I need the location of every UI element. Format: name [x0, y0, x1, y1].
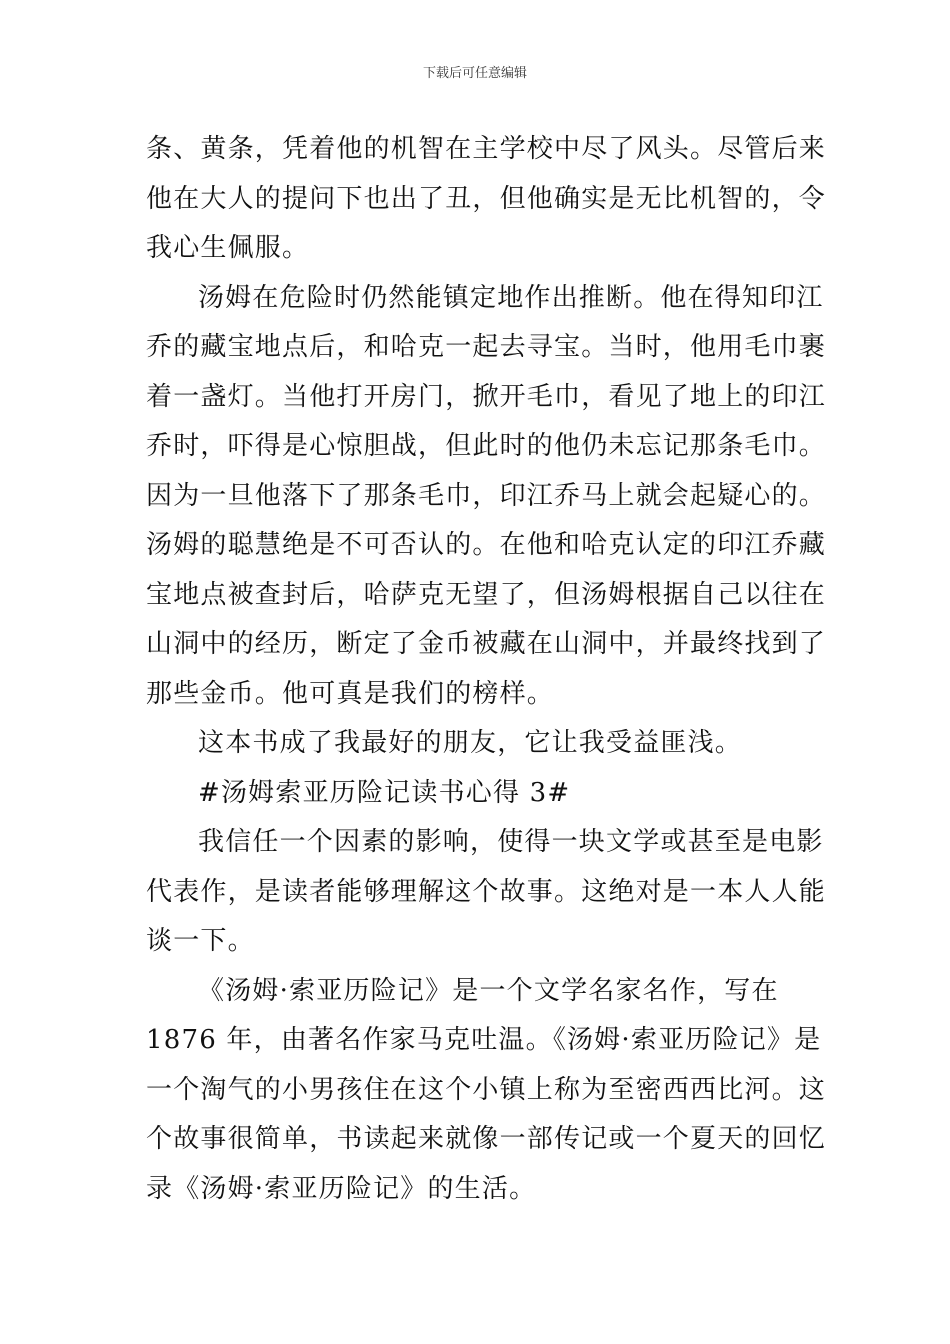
text-line: 我信任一个因素的影响，使得一块文学或甚至是电影: [198, 827, 824, 857]
document-body: [146, 125, 827, 1214]
text-line: 乔时，吓得是心惊胆战，但此时的他仍未忘记那条毛巾。: [146, 431, 827, 461]
page-header: 下载后可任意编辑: [422, 66, 527, 81]
text-line: 《汤姆·索亚历险记》是一个文学名家名作，写在: [198, 975, 779, 1006]
text-line: 山洞中的经历，断定了金币被藏在山洞中，并最终找到了: [146, 629, 827, 659]
text-line: 宝地点被查封后，哈萨克无望了，但汤姆根据自己以往在: [146, 579, 827, 610]
text-line: 那些金币。他可真是我们的榜样。: [146, 678, 555, 709]
text-line: 乔的藏宝地点后，和哈克一起去寻宝。当时，他用毛巾裹: [146, 332, 827, 362]
text-line: 1876 年，由著名作家马克吐温。《汤姆·索亚历险记》是: [146, 1025, 822, 1055]
text-line: 一个淘气的小男孩住在这个小镇上称为至密西西比河。这: [146, 1074, 827, 1105]
text-line: 个故事很简单，书读起来就像一部传记或一个夏天的回忆: [146, 1124, 827, 1154]
paragraph: [146, 967, 827, 1215]
paragraph: [146, 769, 810, 819]
text-line: 录《汤姆·索亚历险记》的生活。: [146, 1173, 537, 1204]
text-line: 代表作，是读者能够理解这个故事。这绝对是一本人人能: [146, 876, 827, 907]
text-line: #汤姆索亚历险记读书心得 3#: [198, 777, 571, 808]
text-line: 谈一下。: [146, 926, 255, 956]
text-line: 这本书成了我最好的朋友，它让我受益匪浅。: [198, 728, 743, 758]
paragraph: [146, 719, 810, 769]
text-line: 我心生佩服。: [146, 233, 310, 263]
text-line: 汤姆在危险时仍然能镇定地作出推断。他在得知印江: [198, 282, 824, 313]
paragraph: [146, 125, 827, 274]
text-line: 条、黄条，凭着他的机智在主学校中尽了风头。尽管后来: [146, 134, 827, 164]
paragraph: [146, 818, 827, 967]
text-line: 他在大人的提问下也出了丑，但他确实是无比机智的，令: [146, 183, 827, 214]
paragraph: [146, 274, 827, 720]
text-line: 因为一旦他落下了那条毛巾，印江乔马上就会起疑心的。: [146, 480, 827, 511]
text-line: 汤姆的聪慧绝是不可否认的。在他和哈克认定的印江乔藏: [146, 530, 827, 560]
text-line: 着一盏灯。当他打开房门，掀开毛巾，看见了地上的印江: [146, 381, 827, 412]
